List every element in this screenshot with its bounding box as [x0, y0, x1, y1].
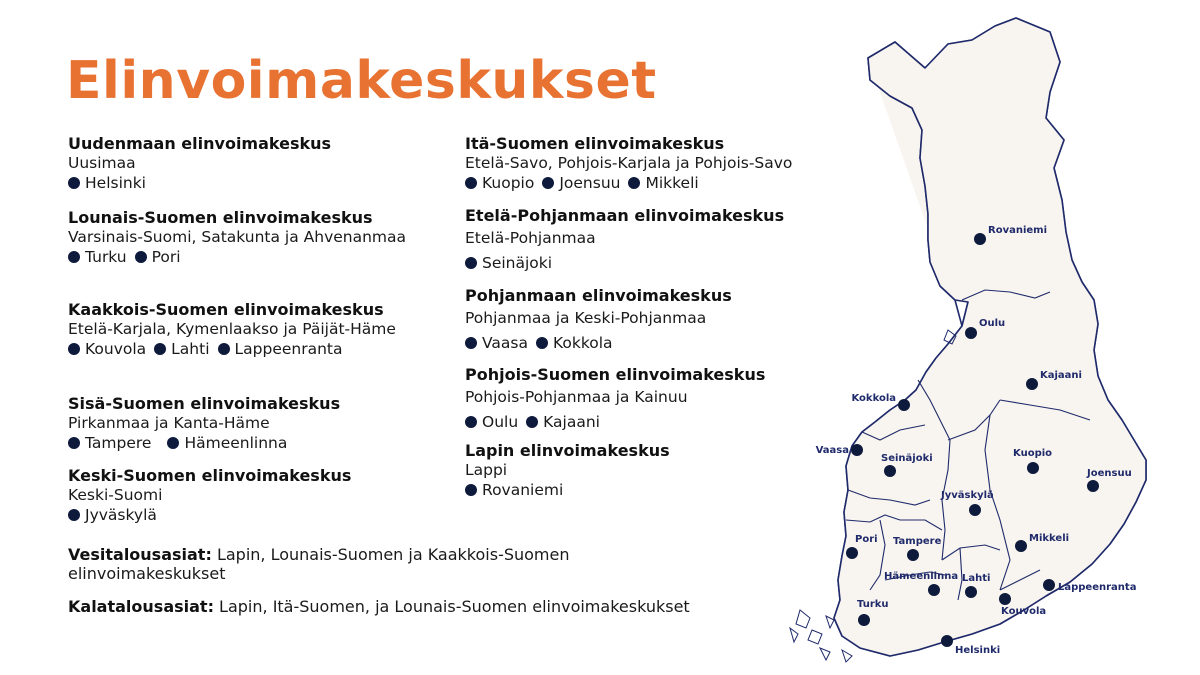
city-name: Kuopio	[482, 174, 535, 192]
center-regions: Uusimaa	[68, 154, 136, 172]
center-name: Kaakkois-Suomen elinvoimakeskus	[68, 300, 384, 319]
note-fisheries	[68, 597, 708, 616]
city-item	[135, 247, 181, 267]
map-label-kuopio: Kuopio	[1013, 448, 1053, 459]
city-dot-icon	[218, 343, 230, 355]
city-dot-icon	[465, 337, 477, 349]
city-name: Rovaniemi	[482, 481, 564, 499]
note-text: Lapin, Itä-Suomen, ja Lounais-Suomen elinvoimakeskukset	[213, 597, 690, 616]
map-label-helsinki: Helsinki	[955, 645, 1001, 656]
city-item	[465, 253, 552, 273]
city-dot-icon	[68, 437, 80, 449]
map-label-rovaniemi: Rovaniemi	[988, 225, 1048, 236]
city-dot-icon	[628, 177, 640, 189]
center-name: Pohjois-Suomen elinvoimakeskus	[465, 365, 766, 384]
city-item	[536, 333, 613, 353]
city-name: Vaasa	[482, 334, 528, 352]
map-marker-mikkeli-icon	[1015, 540, 1027, 552]
city-dot-icon	[167, 437, 179, 449]
center-keski-suomi	[68, 466, 448, 525]
center-regions: Keski-Suomi	[68, 486, 163, 504]
map-label-mikkeli: Mikkeli	[1029, 533, 1070, 544]
city-name: Kokkola	[552, 334, 613, 352]
city-name: Helsinki	[85, 174, 146, 192]
map-marker-seinajoki-icon	[884, 465, 896, 477]
city-dot-icon	[465, 257, 477, 269]
city-item	[628, 173, 698, 193]
city-list	[68, 247, 448, 267]
city-item	[465, 333, 528, 353]
map-label-joensuu: Joensuu	[1087, 468, 1132, 479]
map-label-hameenlinna: Hämeenlinna	[884, 571, 959, 582]
note-label: Vesitalousasiat:	[68, 545, 212, 564]
city-name: Mikkeli	[645, 174, 699, 192]
map-marker-tampere-icon	[907, 549, 919, 561]
city-dot-icon	[526, 416, 538, 428]
city-dot-icon	[68, 343, 80, 355]
city-list	[68, 505, 448, 525]
city-dot-icon	[135, 251, 147, 263]
center-name: Sisä-Suomen elinvoimakeskus	[68, 394, 341, 413]
city-dot-icon	[465, 484, 477, 496]
map-label-tampere: Tampere	[893, 536, 942, 547]
map-label-turku: Turku	[857, 599, 889, 610]
center-name: Etelä-Pohjanmaan elinvoimakeskus	[465, 206, 785, 225]
center-name: Lapin elinvoimakeskus	[465, 441, 670, 460]
map-marker-oulu-icon	[965, 327, 977, 339]
center-kaakkois-suomi	[68, 300, 448, 394]
center-regions: Pohjanmaa ja Keski-Pohjanmaa	[465, 309, 707, 327]
city-dot-icon	[542, 177, 554, 189]
map-marker-pori-icon	[846, 547, 858, 559]
city-dot-icon	[154, 343, 166, 355]
city-dot-icon	[68, 251, 80, 263]
map-marker-joensuu-icon	[1087, 480, 1099, 492]
city-name: Lahti	[171, 340, 210, 358]
map-marker-jyvaskyla-icon	[969, 504, 981, 516]
city-item	[542, 173, 620, 193]
center-name: Keski-Suomen elinvoimakeskus	[68, 466, 352, 485]
city-dot-icon	[465, 177, 477, 189]
city-item	[68, 247, 127, 267]
city-dot-icon	[68, 509, 80, 521]
center-regions: Pirkanmaa ja Kanta-Häme	[68, 414, 270, 432]
map-marker-kokkola-icon	[898, 399, 910, 411]
map-marker-kuopio-icon	[1027, 462, 1039, 474]
map-label-kokkola: Kokkola	[851, 393, 896, 404]
center-name: Pohjanmaan elinvoimakeskus	[465, 286, 732, 305]
map-marker-hameenlinna-icon	[928, 584, 940, 596]
city-dot-icon	[68, 177, 80, 189]
city-name: Oulu	[482, 413, 519, 431]
map-label-kajaani: Kajaani	[1040, 370, 1082, 381]
map-marker-helsinki-icon	[941, 635, 953, 647]
map-marker-kajaani-icon	[1026, 378, 1038, 390]
map-marker-vaasa-icon	[851, 444, 863, 456]
city-item	[465, 412, 518, 432]
map-label-lappeenranta: Lappeenranta	[1058, 582, 1137, 593]
city-item	[154, 339, 209, 359]
map-marker-kouvola-icon	[999, 593, 1011, 605]
map-label-pori: Pori	[855, 534, 878, 545]
center-sisa-suomi	[68, 394, 448, 466]
city-name: Kajaani	[543, 413, 600, 431]
left-center-list	[68, 134, 448, 525]
center-regions: Etelä-Karjala, Kymenlaakso ja Päijät-Häme	[68, 320, 396, 338]
city-dot-icon	[465, 416, 477, 428]
map-label-seinajoki: Seinäjoki	[881, 453, 933, 464]
map-marker-rovaniemi-icon	[974, 233, 986, 245]
center-regions: Pohjois-Pohjanmaa ja Kainuu	[465, 388, 688, 406]
center-regions: Etelä-Savo, Pohjois-Karjala ja Pohjois-Savo	[465, 154, 793, 172]
center-uusimaa	[68, 134, 448, 208]
center-name: Uudenmaan elinvoimakeskus	[68, 134, 332, 153]
city-item	[167, 433, 287, 453]
city-item	[218, 339, 343, 359]
center-regions: Lappi	[465, 461, 508, 479]
city-name: Tampere	[85, 434, 152, 452]
city-item	[526, 412, 600, 432]
city-name: Pori	[151, 248, 181, 266]
center-name: Itä-Suomen elinvoimakeskus	[465, 134, 725, 153]
city-item	[68, 505, 157, 525]
city-list	[68, 433, 448, 453]
map-marker-turku-icon	[858, 614, 870, 626]
map-marker-lahti-icon	[965, 586, 977, 598]
finland-map	[760, 8, 1190, 668]
city-list	[68, 339, 448, 359]
center-name: Lounais-Suomen elinvoimakeskus	[68, 208, 373, 227]
city-dot-icon	[536, 337, 548, 349]
note-water-management	[68, 545, 708, 583]
city-name: Kouvola	[85, 340, 147, 358]
center-regions: Varsinais-Suomi, Satakunta ja Ahvenanmaa	[68, 228, 407, 246]
note-label: Kalatalousasiat:	[68, 597, 214, 616]
map-label-vaasa: Vaasa	[815, 445, 849, 456]
center-regions: Etelä-Pohjanmaa	[465, 229, 596, 247]
city-item	[68, 173, 146, 193]
city-name: Seinäjoki	[482, 254, 553, 272]
city-name: Turku	[85, 248, 127, 266]
map-marker-lappeenranta-icon	[1043, 579, 1055, 591]
map-label-kouvola: Kouvola	[1001, 606, 1047, 617]
city-item	[68, 433, 151, 453]
finland-outline	[834, 18, 1146, 656]
city-item	[465, 173, 534, 193]
city-item	[68, 339, 146, 359]
center-lounais-suomi	[68, 208, 448, 300]
note-text: Lapin, Lounais-Suomen ja Kaakkois-Suomen elinvoimakeskukset	[68, 545, 570, 583]
city-name: Joensuu	[559, 174, 621, 192]
map-label-lahti: Lahti	[962, 573, 991, 584]
map-label-jyvaskyla: Jyväskylä	[941, 490, 994, 501]
page-title: Elinvoimakeskukset	[66, 51, 657, 111]
city-item	[465, 480, 563, 500]
city-name: Hämeenlinna	[184, 434, 288, 452]
city-list	[68, 173, 448, 193]
city-name: Jyväskylä	[85, 506, 157, 524]
city-name: Lappeenranta	[234, 340, 343, 358]
map-label-oulu: Oulu	[979, 318, 1006, 329]
country-body	[834, 18, 1146, 656]
